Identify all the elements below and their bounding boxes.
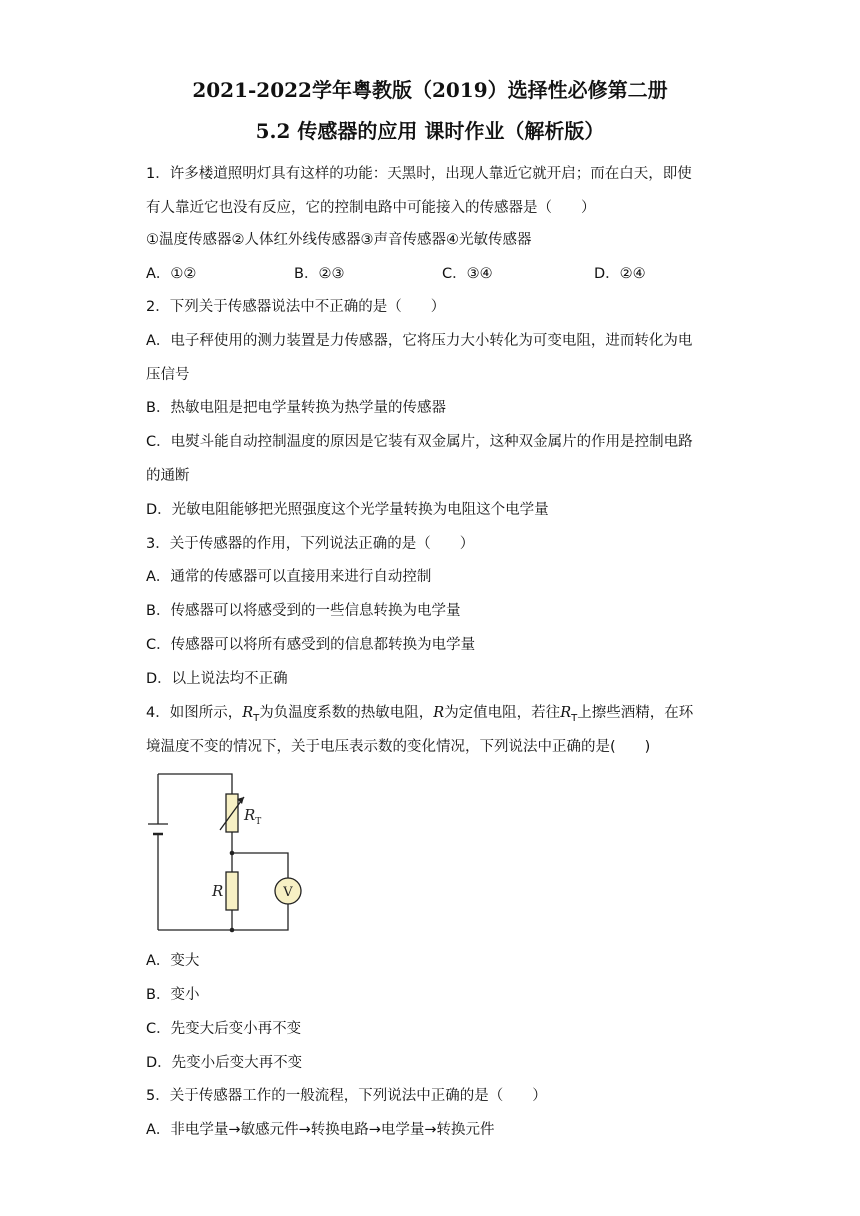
resistor-r bbox=[226, 872, 238, 910]
q1-option-d: D．②④ bbox=[594, 266, 646, 282]
q4-stem-line2: 境温度不变的情况下，关于电压表示数的变化情况，下列说法中正确的是( ) bbox=[146, 739, 651, 755]
q1-stem-line2: 有人靠近它也没有反应，它的控制电路中可能接入的传感器是（ ） bbox=[146, 200, 596, 216]
q2-option-c-line2: 的通断 bbox=[146, 468, 190, 484]
q2-option-d: D．光敏电阻能够把光照强度这个光学量转换为电阻这个电学量 bbox=[146, 502, 549, 518]
q1-option-a: A．①② bbox=[146, 266, 197, 282]
q3-stem: 3．关于传感器的作用，下列说法正确的是（ ） bbox=[146, 536, 475, 552]
q3-option-b: B．传感器可以将感受到的一些信息转换为电学量 bbox=[146, 603, 461, 619]
q1-stem-line1: 1．许多楼道照明灯具有这样的功能：天黑时，出现人靠近它就开启；而在白天，即使 bbox=[146, 166, 692, 182]
q2-stem: 2．下列关于传感器说法中不正确的是（ ） bbox=[146, 299, 446, 315]
q4-option-d: D．先变小后变大再不变 bbox=[146, 1055, 303, 1071]
circuit-diagram bbox=[140, 764, 310, 944]
q4-stem-line1: 4．如图所示，$R_T$为负温度系数的热敏电阻，R为定值电阻，若往$R_T$上擦些酒精，在环 bbox=[146, 705, 694, 724]
q1-option-b: B．②③ bbox=[294, 266, 345, 282]
q1-option-c: C．③④ bbox=[442, 266, 493, 282]
junction-bottom bbox=[230, 928, 235, 933]
q2-option-a-line1: A．电子秤使用的测力装置是力传感器，它将压力大小转化为可变电阻，进而转化为电 bbox=[146, 333, 693, 349]
q1-items: ①温度传感器②人体红外线传感器③声音传感器④光敏传感器 bbox=[146, 232, 532, 248]
q3-option-a: A．通常的传感器可以直接用来进行自动控制 bbox=[146, 569, 432, 585]
voltmeter-label: V bbox=[283, 885, 293, 900]
wire-bottom bbox=[158, 904, 288, 930]
q2-option-b: B．热敏电阻是把电学量转换为热学量的传感器 bbox=[146, 400, 446, 416]
label-rt: $R_T$ bbox=[244, 806, 262, 827]
document-subtitle: 5.2 传感器的应用 课时作业（解析版） bbox=[255, 119, 605, 143]
q3-option-d: D．以上说法均不正确 bbox=[146, 671, 288, 687]
q3-option-c: C．传感器可以将所有感受到的信息都转换为电学量 bbox=[146, 637, 476, 653]
junction-top bbox=[230, 851, 235, 856]
q5-stem: 5．关于传感器工作的一般流程，下列说法中正确的是（ ） bbox=[146, 1088, 547, 1104]
q4-option-a: A．变大 bbox=[146, 953, 200, 969]
document-title: 2021-2022学年粤教版（2019）选择性必修第二册 bbox=[192, 78, 668, 102]
wire-to-voltmeter bbox=[232, 853, 288, 878]
q5-option-a: A．非电学量→敏感元件→转换电路→电学量→转换元件 bbox=[146, 1122, 495, 1138]
wire-top bbox=[158, 774, 232, 794]
q4-option-c: C．先变大后变小再不变 bbox=[146, 1021, 302, 1037]
q4-option-b: B．变小 bbox=[146, 987, 200, 1003]
q2-option-c-line1: C．电熨斗能自动控制温度的原因是它装有双金属片，这种双金属片的作用是控制电路 bbox=[146, 434, 693, 450]
label-r: R bbox=[212, 882, 224, 900]
q2-option-a-line2: 压信号 bbox=[146, 367, 190, 383]
